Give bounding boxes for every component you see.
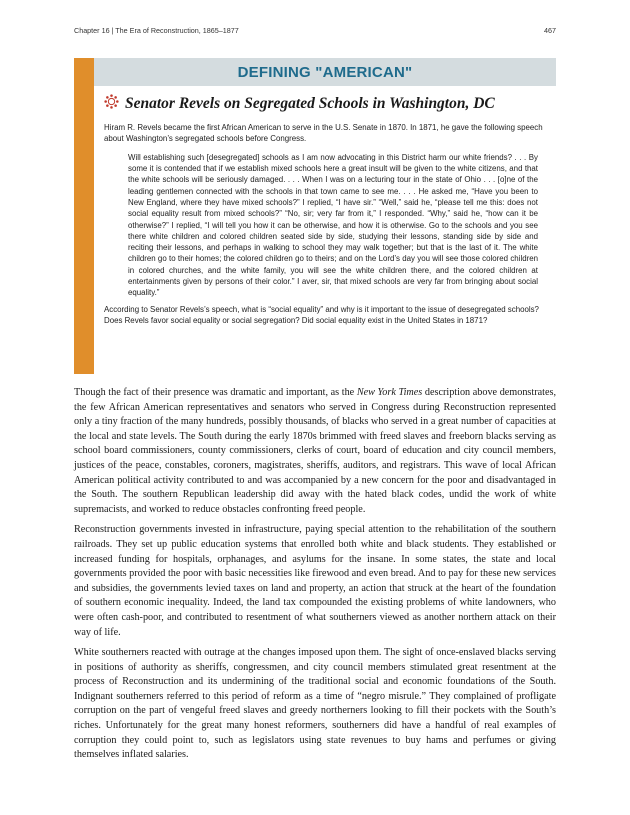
body-text <box>74 386 556 769</box>
paragraph-1-start: Though the fact of their presence was dramatic and important, as the <box>74 387 357 398</box>
feature-title-text: Senator Revels on Segregated Schools in Washington, DC <box>125 95 495 112</box>
feature-box <box>74 58 556 374</box>
feature-banner: DEFINING "AMERICAN" <box>94 58 556 86</box>
paragraph-1 <box>74 386 556 517</box>
paragraph-1-rest: description above demonstrates, the few African American representatives and senators who served in Congress during Reconstruction represented only a tiny fraction of the many hundreds, possibly thousands, of blacks who served in a great number of capacities at the local and state levels. The South during the early 1870s brimmed with freed slaves and freeborn blacks serving as school board commissioners, county commissioners, clerks of court, board of education and city council members, justices of the peace, constables, coroners, magistrates, sheriffs, auditors, and registrars. This wave of local African American political activity contributed to and was accompanied by a new concern for the poor and disadvantaged in the South. The southern Republican leadership did away with the hated black codes, undid the work of white supremacists, and worked to reduce obstacles confronting freed people. <box>74 387 556 515</box>
feature-content <box>94 86 556 326</box>
running-header <box>74 26 556 35</box>
paragraph-3: White southerners reacted with outrage at the changes imposed upon them. The sight of once-enslaved blacks serving in positions of authority as sheriffs, congressmen, and city council members stimulated great resentment at the process of Reconstruction and its undermining of the traditional social and economic foundations of the South. Indignant southerners referred to this period of reform as a time of “negro misrule.” They complained of profligate corruption on the part of vengeful freed slaves and greedy northerners looking to fill their pockets with the South’s riches. Unfortunately for the great many honest reformers, southerners did have a handful of real examples of corruption they could point to, such as legislators using state revenues to buy hams and perfumes or giving themselves inflated salaries. <box>74 647 556 761</box>
newspaper-title: New York Times <box>356 387 423 398</box>
red-starburst-icon <box>104 94 119 114</box>
discussion-question: According to Senator Revels’s speech, what is “social equality” and why is it important to the issue of desegregated schools? Does Revels favor social equality or social segregation? Did social equality exist in the United States in 1871? <box>104 304 539 326</box>
speech-quote: Will establishing such [desegregated] schools as I am now advocating in this District harm our white friends? . . . By some it is contended that if we establish mixed schools here a great insult will be given to the white citizens, and that the white schools will be seriously damaged. . . . When I was on a lecturing tour in the state of Ohio . . . [o]ne of the leading gentlemen connected with the schools in that town came to see me. . . . He asked me, “Have you been to New England, where they have mixed schools?” I replied, “I have sir.” “Well,” said he, “please tell me this: does not social equality result from mixed schools?” “No, sir; very far from it,” I responded. “Why,” said he, “how can it be otherwise?” I replied, “I will tell you how it can be otherwise, and how it is otherwise. Go to the schools and you see there white children and colored children seated side by side, studying their lessons, standing side by side and reciting their lessons, and perhaps in walking to school they may walk together; but that is the last of it. The white children go to their homes; the colored children go to theirs; and on the Lord’s day you will see those colored children in colored churches, and the white family, you will see the white children there, and the colored children at entertainments given by persons of their color.” I aver, sir, that mixed schools are very far from bringing about social equality.” <box>128 152 538 298</box>
feature-intro: Hiram R. Revels became the first African American to serve in the U.S. Senate in 1870. In 1871, he gave the following speech about Washington’s segregated schools before Congress. <box>104 123 543 144</box>
paragraph-2: Reconstruction governments invested in infrastructure, paying special attention to the rehabilitation of the southern railroads. They set up public education systems that enrolled both white and black students. They established or increased funding for hospitals, orphanages, and asylums for the insane. In some states, the state and local governments provided the poor with basic necessities like firewood and even bread. And to pay for these new services and subsidies, the governments levied taxes on land and property, an action that struck at the heart of the foundation of southern economic inequality. Indeed, the land tax compounded the existing problems of white landowners, who were often cash-poor, and contributed to resentment of what southerners viewed as another northern attack on their way of life. <box>74 524 556 638</box>
page-number: 467 <box>544 26 556 35</box>
feature-title <box>104 94 548 114</box>
chapter-title: Chapter 16 | The Era of Reconstruction, 1865–1877 <box>74 26 239 35</box>
